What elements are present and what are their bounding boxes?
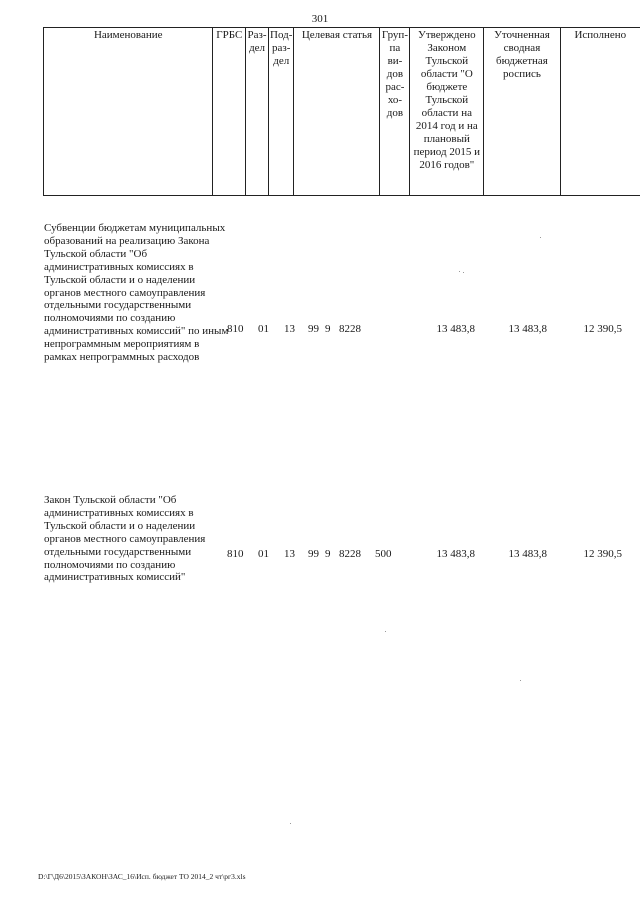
row-target-article-subprogram: 9 [325,323,331,335]
footer-file-path: D:\Г\Д6\2015\ЗАКОН\ЗАС_16\Исп. бюджет ТО 2014_2 чт\рг3.xls [38,872,246,881]
row-target-article-program: 99 [308,323,319,335]
row-refined: 13 483,8 [508,548,547,560]
row-podrazdel: 13 [284,548,295,560]
row-executed: 12 390,5 [583,323,622,335]
header-razdel: Раз-дел [246,28,269,196]
scan-speck [385,631,386,632]
scan-speck [520,680,521,681]
row-razdel: 01 [258,323,269,335]
row-approved: 13 483,8 [436,548,475,560]
table-header [43,27,640,196]
header-target-article: Целевая статья [294,28,380,196]
row-approved: 13 483,8 [436,323,475,335]
row-expense-group: 500 [375,548,392,560]
row-refined: 13 483,8 [508,323,547,335]
scan-speck [540,237,541,238]
row-target-article-subprogram: 9 [325,548,331,560]
row-grbs: 810 [227,548,244,560]
header-refined: Уточненная сводная бюджетная роспись [484,28,560,196]
scan-speck [290,823,291,824]
header-expense-group: Груп-па ви-дов рас-хо-дов [380,28,410,196]
row-name: Закон Тульской области "Об административных комиссиях в Тульской области и о наделении органов местного самоуправления отдельными государственными полномочиями по созданию административных комиссий" [44,494,206,584]
header-executed: Исполнено [560,28,640,196]
header-podrazdel: Под-раз-дел [269,28,294,196]
scan-speck [459,271,460,272]
page-number: 301 [311,13,329,25]
row-name: Субвенции бюджетам муниципальных образований на реализацию Закона Тульской области "Об административных комиссиях в Тульской области и о наделении органов местного самоуправления отдельными государственными полномочиями по созданию административных комиссий" по иным непрограммным мероприятиям в рамках непрограммных расходов [44,222,229,364]
row-podrazdel: 13 [284,323,295,335]
scan-speck [463,272,464,273]
row-target-article-program: 99 [308,548,319,560]
row-target-article-code: 8228 [339,548,361,560]
row-executed: 12 390,5 [583,548,622,560]
row-razdel: 01 [258,548,269,560]
row-grbs: 810 [227,323,244,335]
row-target-article-code: 8228 [339,323,361,335]
header-grbs: ГРБС [213,28,246,196]
header-approved: Утверждено Законом Тульской области "О бюджете Тульской области на 2014 год и на плановый период 2015 и 2016 годов" [410,28,484,196]
header-name: Наименование [44,28,213,196]
